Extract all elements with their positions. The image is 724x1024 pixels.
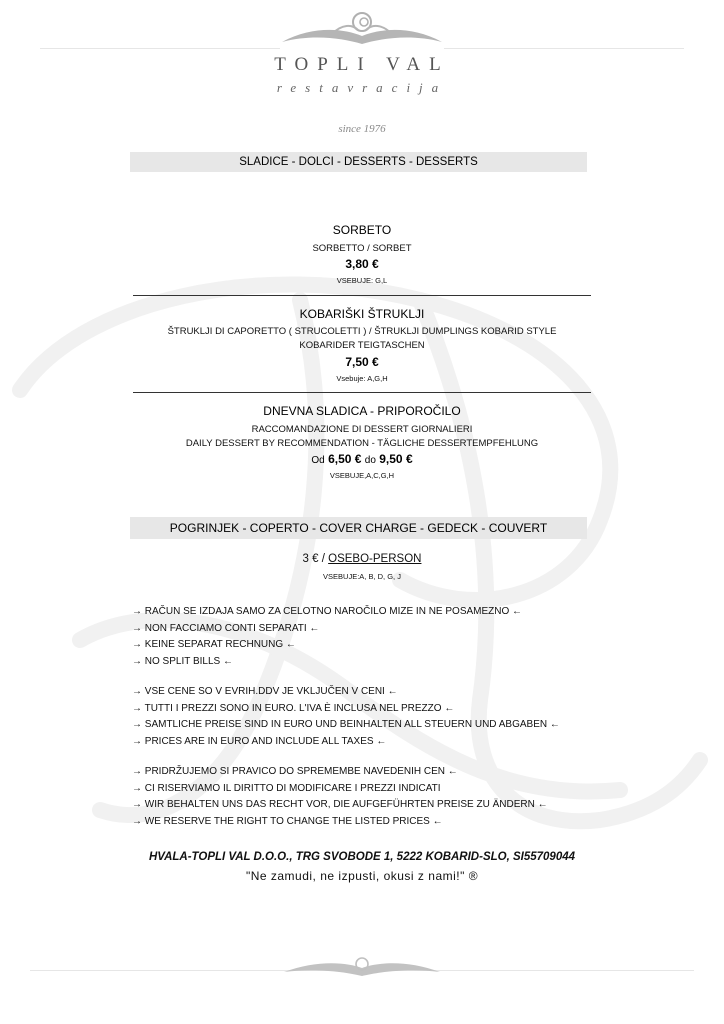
divider xyxy=(133,295,591,296)
item-name: DNEVNA SLADICA - PRIPOROČILO xyxy=(263,404,461,418)
note-line: → NON FACCIAMO CONTI SEPARATI ← xyxy=(132,623,320,634)
note-line: → WE RESERVE THE RIGHT TO CHANGE THE LISTED PRICES ← xyxy=(132,816,443,827)
price-from: 6,50 € xyxy=(328,452,362,466)
item-description: RACCOMANDAZIONE DI DESSERT GIORNALIERI xyxy=(251,424,473,435)
item-name: SORBETO xyxy=(332,223,392,237)
note-line: → PRICES ARE IN EURO AND INCLUDE ALL TAXES ← xyxy=(132,736,387,747)
note-line: → NO SPLIT BILLS ← xyxy=(132,656,233,667)
brand-name: TOPLI VAL xyxy=(274,54,450,75)
note-line: → RAČUN SE IZDAJA SAMO ZA CELOTNO NAROČILO MIZE IN NE POSAMEZNO ← xyxy=(132,606,523,617)
cover-price: 3 € / xyxy=(302,553,325,565)
since-label: since 1976 xyxy=(338,123,386,135)
price-from-label: Od xyxy=(311,455,325,466)
company-info: HVALA-TOPLI VAL D.O.O., TRG SVOBODE 1, 5222 KOBARID-SLO, SI55709044 xyxy=(148,851,576,863)
footer-ornament-icon xyxy=(276,954,448,982)
price-to-label: do xyxy=(364,455,376,466)
cover-price-line xyxy=(0,553,724,565)
note-line: → WIR BEHALTEN UNS DAS RECHT VOR, DIE AUFGEFÜHRTEN PREISE ZU ÄNDERN ← xyxy=(132,799,548,810)
item-description: KOBARIDER TEIGTASCHEN xyxy=(299,340,425,351)
note-line: → TUTTI I PREZZI SONO IN EURO. L'IVA È INCLUSA NEL PREZZO ← xyxy=(132,703,455,714)
cover-allergens: VSEBUJE:A, B, D, G, J xyxy=(323,572,401,581)
note-line: → CI RISERVIAMO IL DIRITTO DI MODIFICARE I PREZZI INDICATI xyxy=(132,783,441,794)
note-line: → KEINE SEPARAT RECHNUNG ← xyxy=(132,639,296,650)
cover-per: OSEBO-PERSON xyxy=(328,553,422,565)
section-cover-header: POGRINJEK - COPERTO - COVER CHARGE - GEDECK - COUVERT xyxy=(130,517,587,539)
item-price-range xyxy=(0,452,724,466)
brand-subtitle: restavracija xyxy=(276,80,448,95)
divider xyxy=(133,392,591,393)
header-rule-left xyxy=(40,48,280,49)
item-price: 3,80 € xyxy=(345,257,379,271)
section-desserts-header: SLADICE - DOLCI - DESSERTS - DESSERTS xyxy=(130,152,587,172)
header-rule-right xyxy=(444,48,684,49)
item-allergens: Vsebuje: A,G,H xyxy=(336,374,388,383)
note-line: → VSE CENE SO V EVRIH.DDV JE VKLJUČEN V CENI ← xyxy=(132,686,398,697)
item-description: SORBETTO / SORBET xyxy=(312,243,412,254)
slogan: "Ne zamudi, ne izpusti, okusi z nami!" ® xyxy=(245,869,479,883)
item-description: ŠTRUKLJI DI CAPORETTO ( STRUCOLETTI ) / ŠTRUKLJI DUMPLINGS KOBARID STYLE xyxy=(167,326,557,337)
note-line: → SAMTLICHE PREISE SIND IN EURO UND BEINHALTEN ALL STEUERN UND ABGABEN ← xyxy=(132,719,560,730)
price-to: 9,50 € xyxy=(379,452,413,466)
item-price: 7,50 € xyxy=(345,355,379,369)
header-ornament-icon xyxy=(272,6,452,48)
item-description: DAILY DESSERT BY RECOMMENDATION - TÄGLICHE DESSERTEMPFEHLUNG xyxy=(185,438,539,449)
item-name: KOBARIŠKI ŠTRUKLJI xyxy=(299,307,425,321)
item-allergens: VSEBUJE: G,L xyxy=(336,276,388,285)
item-allergens: VSEBUJE,A,C,G,H xyxy=(329,471,395,480)
note-line: → PRIDRŽUJEMO SI PRAVICO DO SPREMEMBE NAVEDENIH CEN ← xyxy=(132,766,458,777)
